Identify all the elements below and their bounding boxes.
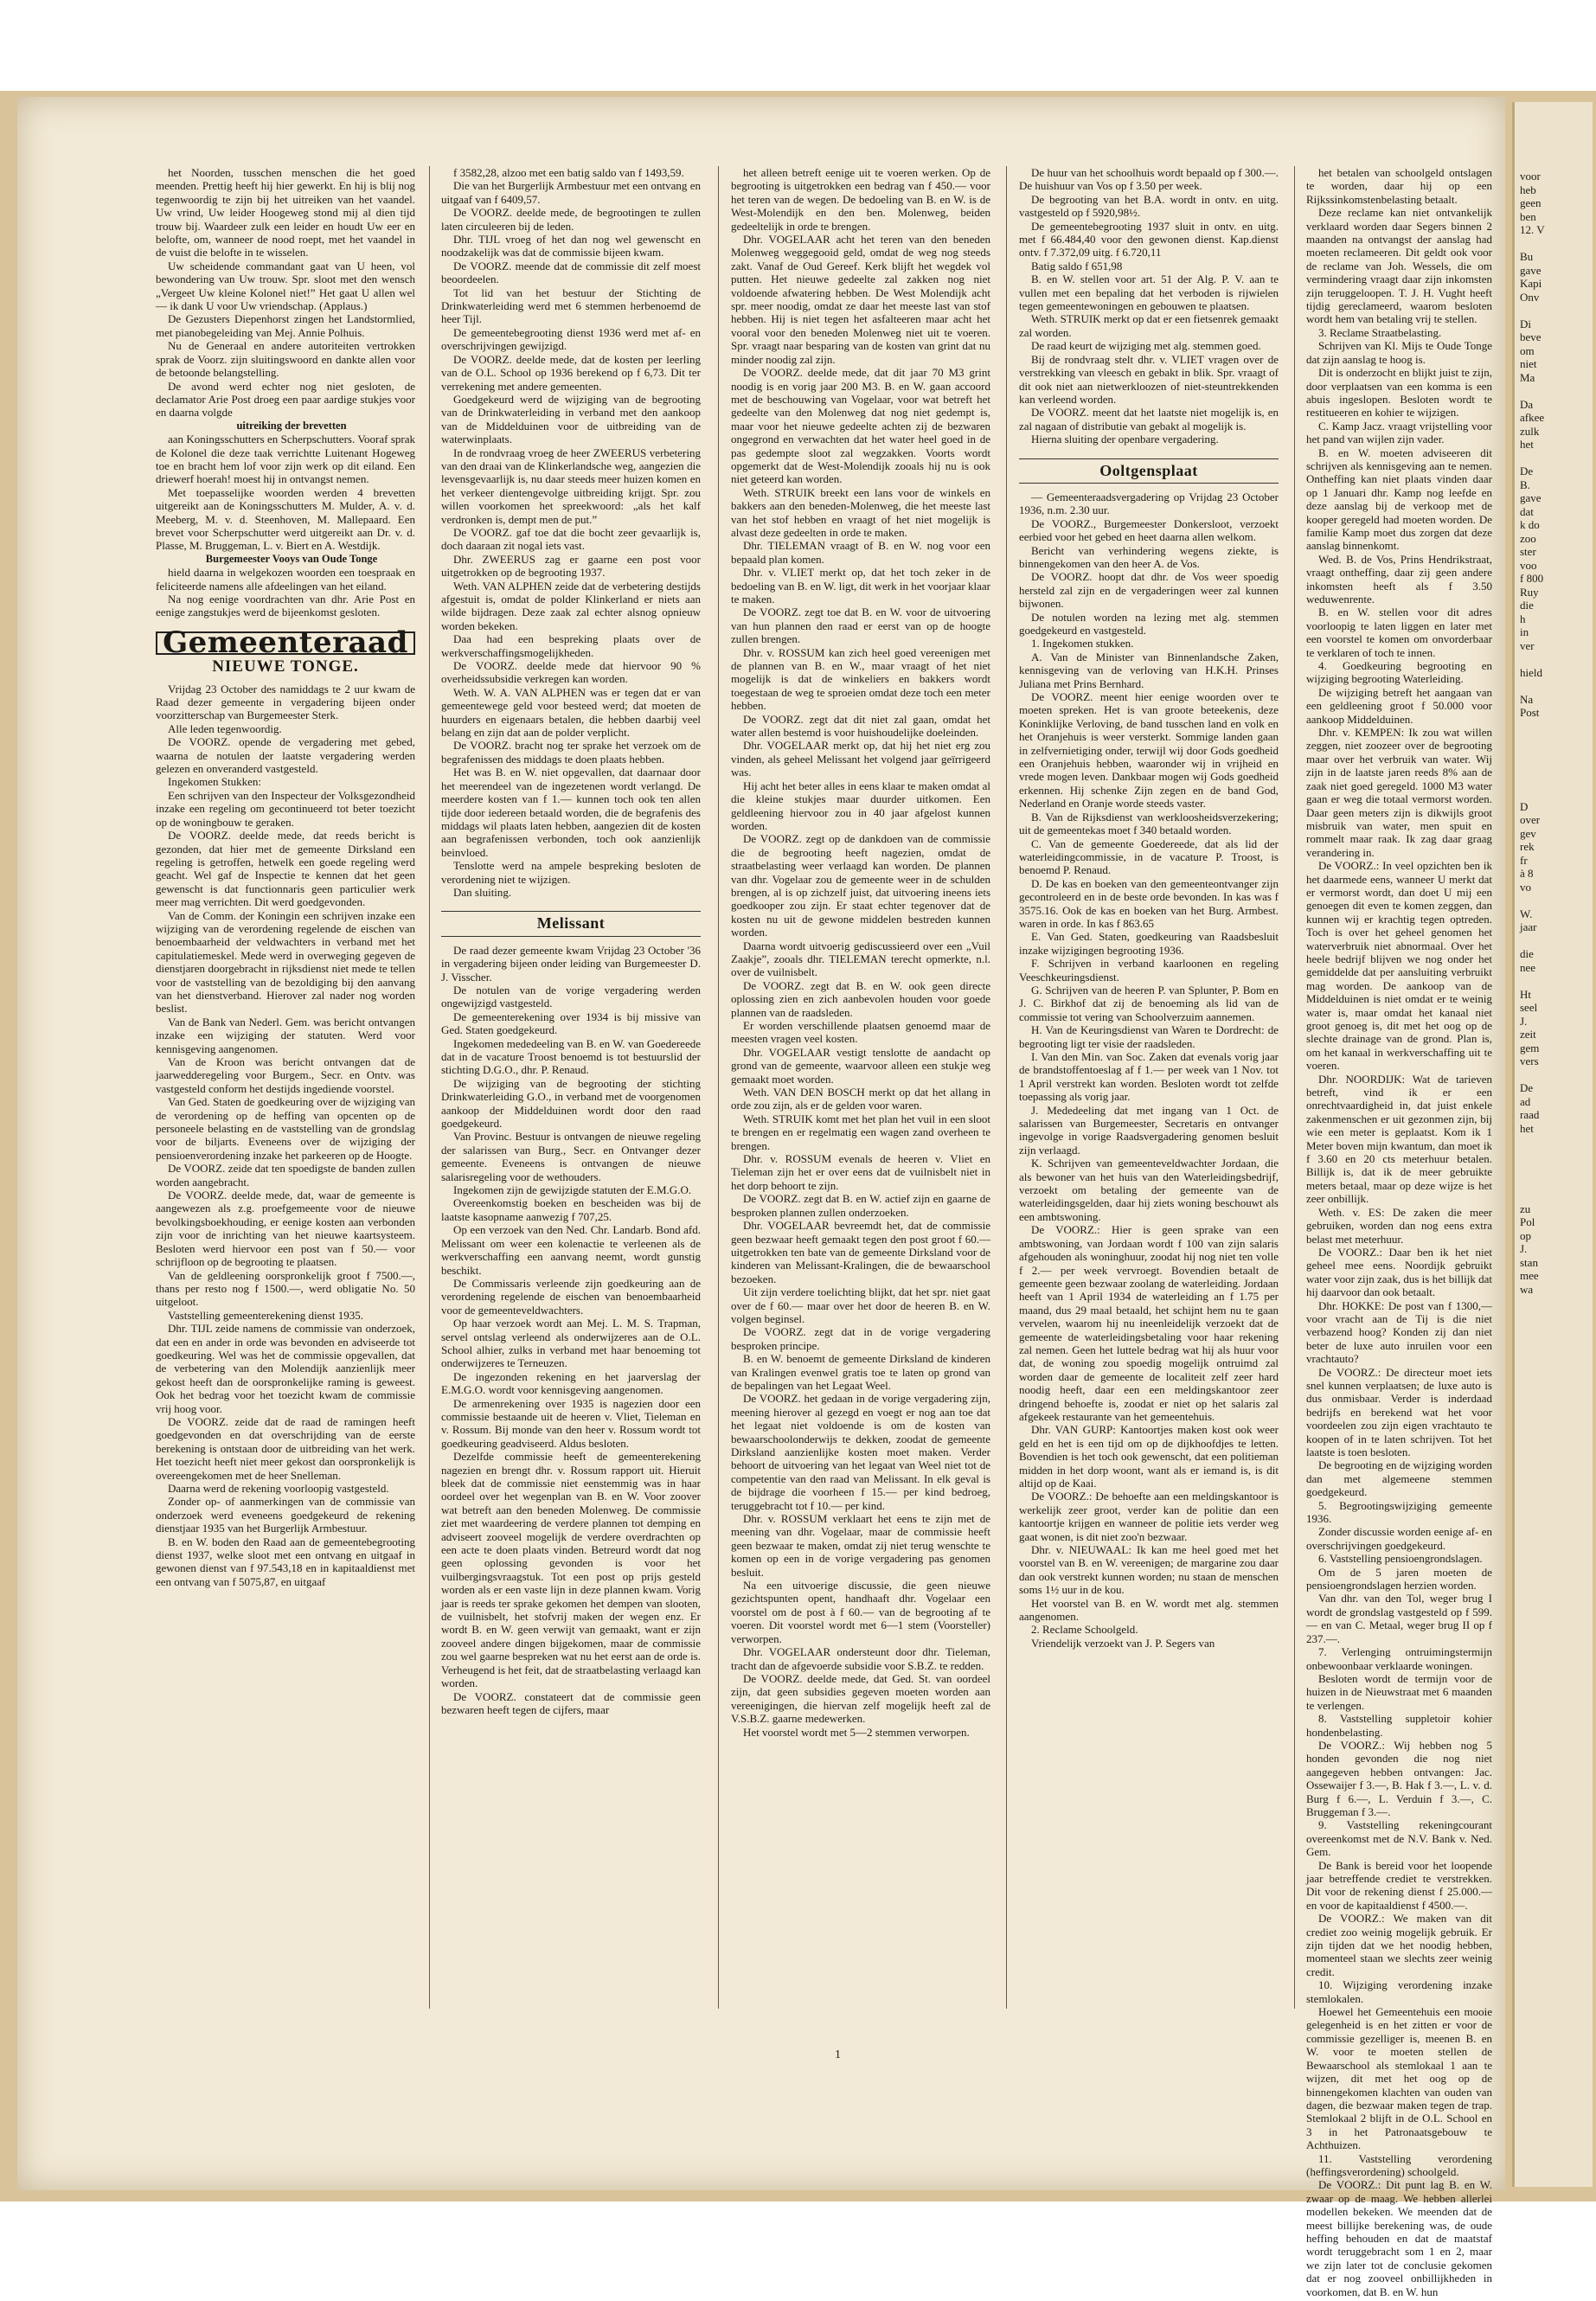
page-fragment: W. <box>1520 907 1533 920</box>
page-fragment <box>1515 1149 1593 1163</box>
paragraph: De VOORZ.: Hier is geen sprake van een ambtswoning, van Jordaan wordt f 100 van zijn salaris afgehouden als woninghuur, zoodat hij nog niet ten volle f 2.— per week vervroegt. Bovendien betaalt de gemeente geen bezwaar zoolang de waterleiding. Jordaan heeft van 1 April 1934 de waterleiding an f 1.75 per maand, dus 29 maal betaald, het schijnt hem nu te gaan vervelen, waarom hij nu ineenleidelijk verzoekt dat de gemeente de waterleidingsbetaling voor haar rekening zal nemen. Geen het luttele bedrag wat hij als huur voor dat, de woning zou spoedig mogelijk ontruimd zal worden daar de gemeente de localiteit zelf zeer hard noodig heeft, daar een een meldingskantoor zeer dringend behoefte is, zoodat er niet op het salaris zal afgekeek restaurante van het gemeentehuis. <box>1019 1223 1279 1423</box>
paragraph: I. Van den Min. van Soc. Zaken dat evenals vorig jaar de brandstoffentoeslag af f 1.— per week van 1 Nov. tot 1 April verstrekt kan worden. Besloten wordt tot zelfde toepassing als vorig jaar. <box>1019 1050 1279 1104</box>
paragraph: Daarna wordt uitvoerig gediscussieerd over een „Vuil Zaakje”, zooals dhr. TIELEMAN terecht opmerkte, n.l. over de vuilnisbelt. <box>731 939 990 979</box>
page-fragment: zoo <box>1520 531 1536 545</box>
page-fragment: om <box>1520 343 1535 357</box>
paragraph: Weth. STRUIK komt met het plan het vuil in een sloot te brengen en er regelmatig een wagen zand overheen te brengen. <box>731 1112 990 1152</box>
article-body <box>731 166 990 1739</box>
paragraph: Ingekomen mededeeling van B. en W. van Goedereede dat in de vacature Troost benoemd is tot bestuurslid der stichting D.G.O., dhr. P. Renaud. <box>441 1036 701 1077</box>
paragraph: 8. Vaststelling suppletoir kohier hondenbelasting. <box>1306 1712 1492 1739</box>
paragraph: De VOORZ. zegt dat B. en W. actief zijn en gaarne de besproken plannen zullen onderzoeken. <box>731 1192 990 1219</box>
paragraph: H. Van de Keuringsdienst van Waren te Dordrecht: de begrooting ligt ter visie der raadsleden. <box>1019 1023 1279 1050</box>
paragraph: G. Schrijven van de heeren P. van Splunter, P. Bom en J. C. Birkhof dat zij de benoeming als lid van de commissie tot vering van Schoolverzuim aannemen. <box>1019 983 1279 1023</box>
page-fragment: gem <box>1520 1041 1540 1054</box>
paragraph: De VOORZ. zegt op de dankdoen van de commissie die de begrooting heeft nagezien, omdat de straatbelasting weer verlaagd kan worden. De plannen van dhr. Vogelaar zou de gemeente weer in de schulden brengen, al is op zichzelf juist, dat uitvoering ineens iets goedkooper zou zijn. Er staat echter tegenover dat de kosten nu uit de gewone middelen bestreden kunnen worden. <box>731 832 990 939</box>
paragraph: F. Schrijven in verband kaarloonen en regeling Veeschkeuringsdienst. <box>1019 957 1279 984</box>
paragraph: Bij de rondvraag stelt dhr. v. VLIET vragen over de verstrekking van vleesch en gebakt in blik. Spr. vraagt of dit ook niet aan nietwerkloozen of niet-steuntrekkenden kan verleend worden. <box>1019 352 1279 406</box>
paragraph: Alle leden tegenwoordig. <box>168 721 282 735</box>
paragraph: Daa had een bespreking plaats over de werkverschaffingsmogelijkheden. <box>441 632 701 659</box>
paragraph: het alleen betreft eenige uit te voeren werken. Op de begrooting is uitgetrokken een bedrag van f 450.— voor het teren van de wegen. De bedoeling van B. en W. is de West-Molendijk en den ben. Molenweg, beiden gedeeltelijk in orde te brengen. <box>731 166 990 233</box>
paragraph: De VOORZ. deelde mede dat hiervoor 90 % overheidssubsidie verkregen kan worden. <box>441 659 701 686</box>
page-fragment: zeit <box>1520 1028 1536 1041</box>
paragraph: De VOORZ. deelde mede, de begrootingen te zullen laten circuleeren bij de leden. <box>441 206 701 233</box>
page-fragment: over <box>1520 813 1541 826</box>
paragraph: Dezelfde commissie heeft de gemeenterekening nagezien en brengt dhr. v. Rossum rapport uit. Hieruit bleek dat de commissie niet eenstemmig was in haar oordeel over het wegenplan van B. en W. Voor zoover wat betreft aan den beneden Molenweg. De commissie ziet met waardeering de verdere plannen tot demping en adviseert zooveel mogelijk de verdere overdrachten op een acte te doen plaats vinden. Betreurd wordt dat nog geen oplossing gevonden is voor het vuilbergingsvraagstuk. Tot een post op prijs gesteld worden als er een vaste lijn in deze plannen kwam. Vorig jaar is reeds ter sprake gekomen het dempen van slooten, de vuilnisbelt, het stofvrij maken der wegen enz. Er wordt B. en W. geen verwijt van gemaakt, want er zijn zooveel andere dingen bijgekomen, maar de commissie zou wel gaarne bespreken wat nu het eerst aan de orde is. Verheugend is het feit, dat de straatbelasting verlaagd kan worden. <box>441 1450 701 1690</box>
paragraph: Dhr. v. ROSSUM kan zich heel goed vereenigen met de plannen van B. en W., maar vraagt of het niet mogelijk is dat de winkeliers en bakkers wordt toegestaan de weg te sproeien omdat deze toch een meter hebben. <box>731 645 990 713</box>
paragraph: Dhr. v. ROSSUM evenals de heeren v. Vliet en Tieleman zijn het er over eens dat de vuilnisbelt niet in het dorp behoort te zijn. <box>731 1152 990 1192</box>
page-fragment <box>1515 733 1593 747</box>
paragraph: Dhr. ZWEERUS zag er gaarne een post voor uitgetrokken op de begrooting 1937. <box>441 552 701 580</box>
page-fragment <box>1515 760 1593 773</box>
adjacent-page-fragments <box>1515 102 1593 1296</box>
paragraph: De avond werd echter nog niet gesloten, de declamator Arie Post droeg een paar aardige stukjes voor en daarna volgde <box>156 379 415 420</box>
paragraph: Dhr. VAN GURP: Kantoortjes maken kost ook weer geld en het is een tijd om op de dijkhoofdjes te letten. Bovendien is het toch ook gewenscht, dat een politieman midden in het dorp woont, want als er iemand is, is dit altijd op de Kaai. <box>1019 1423 1279 1490</box>
paragraph: J. Mededeeling dat met ingang van 1 Oct. de salarissen van Burgemeester, Secretaris en ontvanger ingevolge in vorige Raadsvergadering genomen besluit zijn verlaagd. <box>1019 1103 1279 1157</box>
paragraph: Nu de Generaal en andere autoriteiten vertrokken sprak de Voorz. zijn sluitingswoord en dankte allen voor de betoonde belangstelling. <box>156 339 415 380</box>
paragraph: Van Provinc. Bestuur is ontvangen de nieuwe regeling der salarissen van Burg., Secr. en Ontvanger dezer gemeente. Eveneens is ontvangen de nieuwe salarisregeling voor de wethouders. <box>441 1130 701 1183</box>
paragraph: 6. Vaststelling pensioengrondslagen. <box>1318 1552 1483 1566</box>
page-fragment <box>1515 786 1593 800</box>
section-heading-melissant: Melissant <box>441 911 701 936</box>
page-fragment: J. <box>1520 1014 1528 1028</box>
column-rule <box>429 166 430 2009</box>
paragraph: De VOORZ. zeide dat ten spoedigste de banden zullen worden aangebracht. <box>156 1162 415 1189</box>
page-fragment: die <box>1520 599 1534 612</box>
page-fragment <box>1515 934 1593 948</box>
paragraph: B. Van de Rijksdienst van werkloosheidsverzekering; uit de gemeentekas moet f 340 betaald worden. <box>1019 810 1279 837</box>
paragraph: De VOORZ. meende dat de commissie dit zelf moest beoordeelen. <box>441 259 701 286</box>
page-fragment: De <box>1520 465 1534 478</box>
page-fragment: dat <box>1520 504 1534 518</box>
place-heading: NIEUWE TONGE. <box>212 657 359 676</box>
page-fragment <box>1515 384 1593 398</box>
paragraph: B. en W. stellen voor art. 51 der Alg. P. V. aan te vullen met een bepaling dat het verboden is rijwielen tegen gemeentewoningen en gebouwen te plaatsen. <box>1019 272 1279 313</box>
page-fragment: B. <box>1520 478 1530 491</box>
paragraph: Dhr. VOGELAAR acht het teren van den beneden Molenweg weggegooid geld, omdat de weg nog steeds zakt. Vanaf de Oud Gereef. Kerk blijft het wegdek vol putten. Het nieuwe gedeelte zal zakken nog niet voldoende afwatering hebben. De West Molendijk acht spr. meer noodig, omdat ze daar het meeste last van stof hebben. Hij is niet tegen het asfalteeren maar acht het vooral voor den beneden Molenweg niet uit te voeren. Spr. vraagt naar besparing van de kosten van grint dat nu minder noodig zal zijn. <box>731 233 990 366</box>
paragraph: Batig saldo f 651,98 <box>1031 259 1123 272</box>
paragraph: Dhr. VOGELAAR vestigt tenslotte de aandacht op grond van de gemeente, waarvoor alleen een stukje weg gemaakt moet worden. <box>731 1045 990 1086</box>
column-rule <box>1006 166 1007 2009</box>
paragraph: De armenrekening over 1935 is nagezien door een commissie bestaande uit de heeren v. Vliet, Tieleman en v. Rossum. Bij monde van den heer v. Rossum wordt tot goedkeuring geadviseerd. Aldus besloten. <box>441 1396 701 1450</box>
paragraph: Vrijdag 23 October des namiddags te 2 uur kwam de Raad dezer gemeente in vergadering bijeen onder voorzitterschap van Burgemeester Sterk. <box>156 682 415 722</box>
paragraph: De wijziging van de begrooting der stichting Drinkwaterleiding G.O., in verband met de voorgenomen aankoop der Middelduinen wordt door den raad goedgekeurd. <box>441 1076 701 1131</box>
page-fragment: nee <box>1520 960 1536 974</box>
page-fragment: J. <box>1520 1242 1528 1255</box>
paragraph: Wed. B. de Vos, Prins Hendrikstraat, vraagt ontheffing, daar zij geen andere inkomsten heeft als f 3.50 weduwenrente. <box>1306 552 1492 606</box>
paragraph: De VOORZ. deelde mede, dat dit jaar 70 M3 grint noodig is en vorig jaar 200 M3. B. en W. gaan accoord met de beschouwing van Vogelaar, voor wat betreft het gedeelte van den Molenweg dat nog niet gedempt is, maar voor het nieuwe gedeelte achten zij de bezwaren ongegrond en verwachten dat het water heel goed in de pas gedempte sloot zal wegzakken. Voorts wordt opgemerkt dat de West-Molendijk zooals hij nu is ook niet geteerd kan worden. <box>731 366 990 486</box>
page-fragment: h <box>1520 612 1526 625</box>
paragraph: De VOORZ. gaf toe dat die bocht zeer gevaarlijk is, doch daaraan zit nogal iets vast. <box>441 525 701 553</box>
page-fragment <box>1515 652 1593 666</box>
page-fragment: gave <box>1520 491 1542 504</box>
paragraph: Dhr. TIJL vroeg of het dan nog wel gewenscht en noodzakelijk was dat de commissie bijeen kwam. <box>441 233 701 260</box>
paragraph: C. Van de gemeente Goedereede, dat als lid der waterleidingcommissie, in de vacature P. Troost, is benoemd P. Renaud. <box>1019 836 1279 877</box>
paragraph: De Commissaris verleende zijn goedkeuring aan de verordening regelende de eischen van benoembaarheid voor de gemeenteveldwachters. <box>441 1276 701 1317</box>
page-fragment <box>1515 237 1593 251</box>
paragraph: De VOORZ. bracht nog ter sprake het verzoek om de begrafenissen des middags te doen plaats hebben. <box>441 739 701 766</box>
paragraph: Schrijven van Kl. Mijs te Oude Tonge dat zijn aanslag te hoog is. <box>1306 339 1492 366</box>
paragraph: Van de Comm. der Koningin een schrijven inzake een wijziging van de verordening regelende de eischen van benoembaarheid der veldwachters in verband met het capitulatiemeskel. Mede werd in overweging gegeven de dienstjaren doorgebracht in rijksdienst niet mede te tellen voor de vaststelling van de bezoldiging bij den aanvang van het dienstverband. Hierover zal nader nog worden beslist. <box>156 908 415 1016</box>
paragraph: Een schrijven van den Inspecteur der Volksgezondheid inzake een regeling om gecontinueerd tot beter toezicht op de woningbouw te geraken. <box>156 788 415 829</box>
paragraph: De ingezonden rekening en het jaarverslag der E.M.G.O. wordt voor kennisgeving aangenomen. <box>441 1369 701 1397</box>
paragraph: De VOORZ. deelde mede, dat, waar de gemeente is aangewezen als z.g. proefgemeente voor de nieuwe bevolkingsboekhouding, er eenige kosten aan verbonden zijn voor de inrichting van het nieuwe kaartsysteem. Besloten werd hiervoor een post van f 50.— voor schrijfloon op de begrooting te plaatsen. <box>156 1189 415 1269</box>
paragraph: K. Schrijven van gemeenteveldwachter Jordaan, die als bewoner van het huis van den Waterleidingsbedrijf, verzoekt om betaling der gemeente van de waterleidingsgelden, daar hij ziets woning beschouwt als een ambtswoning. <box>1019 1157 1279 1223</box>
paragraph: D. De kas en boeken van den gemeenteontvanger zijn gecontroleerd en in de beste orde bevonden. In kas was f 3575.16. Ook de kas en boeken van het Burg. Armbest. waren in orde. In kas f 863.65 <box>1019 876 1279 930</box>
paragraph: Van de geldleening oorspronkelijk groot f 7500.—, thans per resto nog f 1500.—, werd obligatie No. 50 uitgeloot. <box>156 1268 415 1309</box>
paragraph: Om de 5 jaren moeten de pensioengrondslagen herzien worden. <box>1306 1565 1492 1593</box>
page-fragment: ad <box>1520 1094 1531 1108</box>
paragraph: De Gezusters Diepenhorst zingen het Landstormlied, met pianobegeleiding van Mej. Annie Polhuis. <box>156 312 415 339</box>
paragraph: Dit is onderzocht en blijkt juist te zijn, door verplaatsen van een komma is een abuis ingeslopen. Besloten wordt te restitueeren en kohier te wijzigen. <box>1306 366 1492 420</box>
paragraph: 4. Goedkeuring begrooting en wijziging begrooting Waterleiding. <box>1306 659 1492 686</box>
paragraph: Daarna werd de rekening voorloopig vastgesteld. <box>168 1482 389 1495</box>
paragraph: Hierna sluiting der openbare vergadering. <box>1031 433 1219 446</box>
page-fragment: seel <box>1520 1001 1538 1014</box>
subheading: Burgemeester Vooys van Oude Tonge <box>205 552 378 565</box>
section-heading-ooltgensplaat: Ooltgensplaat <box>1019 458 1279 484</box>
page-fragment <box>1515 452 1593 465</box>
paragraph: het betalen van schoolgeld ontslagen te worden, daar hij op een Rijkssinkomstenbelasting betaalt. <box>1306 166 1492 206</box>
subheading: uitreiking der brevetten <box>236 419 347 432</box>
paragraph: B. en W. stellen voor dit adres voorloopig te laten liggen en later met een voorstel te komen om onvorderbaar te verklaren of toch te innen. <box>1306 606 1492 659</box>
paragraph: Ingekomen Stukken: <box>168 775 261 789</box>
paragraph: Deze reclame kan niet ontvankelijk verklaard worden daar Segers binnen 2 maanden na ontvangst der aanslag had moeten reclameeren. Dit geldt ook voor de reclame van Joh. Wessels, die om vermindering vraagt daar zijn inkomsten zijn teruggeloopen. T. J. H. Vught heeft tijdig gereclameerd, waarom besloten wordt hem van betaling vrij te stellen. <box>1306 206 1492 326</box>
column-rule <box>718 166 719 2009</box>
paragraph: het Noorden, tusschen menschen die het goed meenden. Prettig heeft hij hier gewerkt. En hij is blij nog tegenwoordig te zijn bij het uitreiken van het vaandel. Uw vrind, Uw leider Hoogeweg stond mij al dien tijd trouw bij. Waardeer zulk een leider en houdt Uw eer en belofte, om, wanneer de nood roept, met het vaandel in de vuist die belofte in te wisselen. <box>156 166 415 260</box>
paragraph: 1. Ingekomen stukken. <box>1031 637 1134 651</box>
paragraph: B. en W. benoemt de gemeente Dirksland de kinderen van Kralingen evenwel gratis toe te laten op grond van de bepalingen van het Legaat Weel. <box>731 1352 990 1392</box>
page-fragment: f 800 <box>1520 572 1544 585</box>
paragraph: Tenslotte werd na ampele bespreking besloten de verordening niet te wijzigen. <box>441 859 701 886</box>
paragraph: Ingekomen zijn de gewijzigde statuten der E.M.G.O. <box>453 1183 692 1197</box>
paragraph: A. Van de Minister van Binnenlandsche Zaken, kennisgeving van de verloving van H.K.H. Prinses Juliana met Prins Bernhard. <box>1019 650 1279 690</box>
page-fragment: k do <box>1520 518 1540 531</box>
paragraph: Dhr. v. KEMPEN: Ik zou wat willen zeggen, niet zoozeer over de begrooting maar over het verbruik van water. Wij zijn in de laatste jaren reeds 8% aan de zaak niet goed geregeld. 1000 M3 water gaan er weg die totaal vermorst worden. Daar geen meters zijn is dikwijls groot misbruik van water, men spuit en rommelt maar raak. Ik zag daar graag verandering in. <box>1306 726 1492 859</box>
paragraph: Zonder op- of aanmerkingen van de commissie van onderzoek werd eveneens goedgekeurd de rekening dienstjaar 1935 van het Burgerlijk Armbestuur. <box>156 1495 415 1535</box>
article-body <box>156 683 415 1589</box>
page-fragment: zulk <box>1520 424 1540 438</box>
page-fragment: Na <box>1520 692 1534 706</box>
column-3 <box>731 166 990 2009</box>
paragraph: 9. Vaststelling rekeningcourant overeenkomst met de N.V. Bank v. Ned. Gem. <box>1306 1818 1492 1859</box>
paragraph: De notulen worden na lezing met alg. stemmen goedgekeurd en vastgesteld. <box>1019 610 1279 637</box>
paragraph: Er worden verschillende plaatsen genoemd maar de meesten vragen veel kosten. <box>731 1019 990 1046</box>
page-fragment: raad <box>1520 1108 1540 1121</box>
paragraph: Weth. W. A. VAN ALPHEN was er tegen dat er van gemeentewege geld voor besteed werd; dat moeten de huurders en eigenaars betalen, die hebben daarbij veel belang en zijn dat aan de polder verplicht. <box>441 685 701 740</box>
paragraph: De VOORZ. meent hier eenige woorden over te moeten spreken. Het is van groote beteekenis, deze Koninklijke Verloving, de band tusschen land en volk en het Oranjehuis is weer versterkt. Sommige landen gaan in zelfvernietiging onder, terwijl wij door Gods goedheid een Oranjehuis hebben, waaronder wij in vrijheid en vrede mogen leven. Dankbaar mogen wij Gods goedheid erkennen. Hij schenke Zijn zegen en de band God, Nederland en Oranje worde steeds vaster. <box>1019 690 1279 811</box>
page-fragment: op <box>1520 1228 1531 1242</box>
paragraph: aan Koningsschutters en Scherpschutters. Vooraf sprak de Kolonel die deze taak verrichtte Luitenant Hogeweg toe en bracht hem lof voor zijn werk op dit eiland. Een driewerf hoerah! moest hij in ontvangst nemen. <box>156 433 415 486</box>
page-fragment: D <box>1520 799 1529 813</box>
page-fragment: vo <box>1520 880 1531 894</box>
paragraph: De VOORZ. deelde mede, dat de kosten per leerling van de O.L. School op 1936 berekend op f 6,73. Dit ter verrekening met andere gemeenten. <box>441 352 701 393</box>
paragraph: E. Van Ged. Staten, goedkeuring van Raadsbesluit inzake wijzigingen begrooting 1936. <box>1019 930 1279 957</box>
paragraph: Het was B. en W. niet opgevallen, dat daarnaar door het meerendeel van de ingezetenen wordt verlangd. De meerdere kosten van f 1.— kunnen toch ook ten allen tijde door iedereen betaald worden, die de begrafenis des middags wil plaats laten hebben, aangezien dit de kosten aan begrafenissen verbonden, toch ook aanzienlijk beinvloed. <box>441 766 701 859</box>
page-fragment: Da <box>1520 397 1534 411</box>
paragraph: De VOORZ., Burgemeester Donkersloot, verzoekt eerbied voor het gebed en heet daarna allen welkom. <box>1019 516 1279 544</box>
paragraph: De VOORZ. zegt toe dat B. en W. voor de uitvoering van hun plannen den raad er eerst van op de hoogte zullen brengen. <box>731 606 990 646</box>
paragraph: De wijziging betreft het aangaan van een geldleening groot f 50.000 voor aankoop Middelduinen. <box>1306 685 1492 726</box>
page-fragment: in <box>1520 625 1529 638</box>
paragraph: Dhr. v. ROSSUM verklaart het eens te zijn met de meening van dhr. Vogelaar, maar de commissie heeft geen bezwaar te maken, omdat zij niet terug wenschte te komen op een in de vorige vergadering pas genomen besluit. <box>731 1512 990 1579</box>
page-fragment: vers <box>1520 1054 1539 1067</box>
paragraph: De VOORZ. het gedaan in de vorige vergadering zijn, meening hierover al gezegd en voegt er nog aan toe dat het legaat niet voldoende is om de kosten van bewaarschoolonderwijs te dekken, zoodat de gemeente Dirksland aanzienlijke kosten moet maken. Verder behoort de uitvoering van het legaat van Weel niet tot de competentie van den raad van Melissant. In elk geval is de bijdrage die voorheen f 15.— per kind bedroeg, teruggebracht tot f 10.— per kind. <box>731 1392 990 1512</box>
page-fragment: De <box>1520 1081 1534 1094</box>
paragraph: Uw scheidende commandant gaat van U heen, vol bewondering van Uw trouw. Spr. sloot met den wensch „Vergeet Uw kleine Kolonel niet!” Het gaat U allen wel — ik dank U voor Uw vriendschap. (Applaus.) <box>156 259 415 313</box>
page-fragment: fr <box>1520 853 1528 867</box>
page-fragment: zu <box>1520 1202 1531 1215</box>
page-fragment: Kapi <box>1520 277 1542 290</box>
paragraph: De VOORZ.: In veel opzichten ben ik het daarmede eens, wanneer U merkt dat er vermorst wordt, dan doet U mij een genoegen dit even te komen zeggen, dan kunnen wij er krachtig tegen optreden. Toch is over het geheel genomen het waterverbruik niet abnormaal. Over het heele bedrijf blijven we nog onder het gemiddelde dat per aansluiting verbruikt mag worden. De aankoop van de Middelduinen is niet omdat er te weinig water is, maar omdat het kanaal niet groot genoeg is, dit met het oog op de slechte drainage van de grond. Plan is, om het kanaal in werkverschaffing uit te voeren. <box>1306 859 1492 1073</box>
paragraph: Dhr. v. VLIET merkt op, dat het toch zeker in de bedoeling van B. en W. ligt, dit werk in het voorjaar klaar te maken. <box>731 566 990 606</box>
paragraph: De VOORZ. deelde mede, dat reeds bericht is gezonden, dat hier met de gemeente Dirksland een regeling is getroffen, hetwelk een goede regeling werd geacht. Wel gaf de Inspectie te kennen dat het geen gewenscht is dat functionnaris geen particulier werk meer mag verrichten. Dit werd goedgevonden. <box>156 829 415 909</box>
paragraph: Na nog eenige voordrachten van dhr. Arie Post en eenige zangstukjes werd de bijeenkomst gesloten. <box>156 593 415 619</box>
page-fragment: afkee <box>1520 411 1545 424</box>
paragraph: 5. Begrootingswijziging gemeente 1936. <box>1306 1498 1492 1526</box>
paragraph: De VOORZ. meent dat het laatste niet mogelijk is, en zal nagaan of distributie van gebakt al mogelijk is. <box>1019 406 1279 433</box>
paragraph: Met toepasselijke woorden werden 4 brevetten uitgereikt aan de Koningsschutters M. Mulder, A. v. d. Meeberg, M. v. d. Steenhoven, M. Mallepaard. Een brevet voor Scherpschutter werd uitgereikt aan Dr. v. d. Plasse, M. Bruggeman, L. v. Biert en A. Westdijk. <box>156 485 415 553</box>
paragraph: Overeenkomstig boeken en bescheiden was bij de laatste kasopname aanwezig f 707,25. <box>441 1196 701 1223</box>
paragraph: Dhr. v. NIEUWAAL: Ik kan me heel goed met het voorstel van B. en W. vereenigen; de margarine zou daar dan ook verstrekt kunnen worden; nu staan de menschen soms 1½ uur in de kou. <box>1019 1543 1279 1597</box>
paragraph: De VOORZ. zegt dat dit niet zal gaan, omdat het water allen bestemd is voor huishoudelijke doeleinden. <box>731 712 990 740</box>
paragraph: De VOORZ. constateert dat de commissie geen bezwaren heeft tegen de cijfers, maar <box>441 1689 701 1716</box>
page-fragment <box>1515 894 1593 907</box>
page-fragment: Pol <box>1520 1215 1535 1228</box>
page-fragment: jaar <box>1520 920 1537 933</box>
page-fragment: voo <box>1520 558 1537 572</box>
paragraph: De VOORZ.: De directeur moet iets snel kunnen verplaatsen; de luxe auto is dus onmisbaar. Verder is inderdaad bedrijfs en berekend wat het voor voordeelen zou zijn eigen vrachtauto te koopen of in te laten schrijven. Tot het laatste is toen besloten. <box>1306 1365 1492 1458</box>
paragraph: Na een uitvoerige discussie, die geen nieuwe gezichtspunten opent, handhaaft dhr. Vogelaar een voorstel om de post à f 60.— van de begrooting af te voeren. Dit voorstel wordt met 6—1 stem (Voorsteller) verworpen. <box>731 1579 990 1645</box>
column-2 <box>441 166 701 2009</box>
page-fragment <box>1515 720 1593 734</box>
paragraph: De raad keurt de wijziging met alg. stemmen goed. <box>1031 339 1261 353</box>
paragraph: De Bank is bereid voor het loopende jaar betreffende crediet te verstrekken. Dit voor de rekening dienst f 25.000.— en voor de kapitaaldienst f 4500.—. <box>1306 1858 1492 1912</box>
page-fragment <box>1515 1162 1593 1176</box>
paragraph: Dhr. VOGELAAR ondersteunt door dhr. Tieleman, tracht dan de afgevoerde subsidie voor S.B.Z. te redden. <box>731 1645 990 1672</box>
page-fragment: ster <box>1520 545 1536 558</box>
paragraph: De VOORZ.: We maken van dit crediet zoo weinig mogelijk gebruik. Er zijn tijden dat we het noodig hebben, momenteel staan we slechts zeer weinig credit. <box>1306 1912 1492 1978</box>
paragraph: B. en W. boden den Raad aan de gemeentebegrooting dienst 1937, welke sloot met een ontvang en uitgaaf in gewonen dienst van f 97.543,18 en in kapitaaldienst met een ontvang van f 5075,87, en uitgaaf <box>156 1535 415 1588</box>
paragraph: Van Ged. Staten de goedkeuring over de wijziging van de verordening op de heffing van opcenten op de personeele belasting en de vaststelling van de grondslag voor de biljarts. Eveneens over de wijziging der pensioenverordening inzake het parkeeren op de Hoogte. <box>156 1095 415 1162</box>
page-fragment: à 8 <box>1520 867 1534 880</box>
article-body <box>441 166 701 899</box>
article-body <box>1019 166 1279 446</box>
paragraph: C. Kamp Jacz. vraagt vrijstelling voor het pand van wijlen zijn vader. <box>1306 419 1492 446</box>
paragraph: Besloten wordt de termijn voor de huizen in de Nieuwstraat met 6 maanden te verlengen. <box>1306 1671 1492 1712</box>
page-fragment <box>1515 747 1593 760</box>
paragraph: De VOORZ. zegt dat B. en W. ook geen directe oplossing zien en zich aanbevolen houden voor goede plannen van de raadsleden. <box>731 978 990 1019</box>
paragraph: Dhr. HOKKE: De post van f 1300,— voor vracht aan de Tij is die niet verbazend hoog? Konden zij dan niet beter de luxe auto inruilen voor een vrachtauto? <box>1306 1298 1492 1366</box>
article-body <box>441 944 701 1717</box>
adjacent-page-edge <box>1512 102 1593 2187</box>
paragraph: 7. Verlenging ontruimingstermijn onbewoonbaar verklaarde woningen. <box>1306 1645 1492 1672</box>
paragraph: Weth. STRUIK merkt op dat er een fietsenrek gemaakt zal worden. <box>1019 312 1279 339</box>
column-4 <box>1019 166 1279 2009</box>
paragraph: Dan sluiting. <box>453 885 512 899</box>
page-fragment: ben <box>1520 209 1536 223</box>
paragraph: Goedgekeurd werd de wijziging van de begrooting van de Drinkwaterleiding in verband met den aankoop van de Middelduinen voor de uitbreiding van de waterwinplaats. <box>441 392 701 446</box>
page-fragment: Post <box>1520 706 1540 719</box>
paragraph: 11. Vaststelling verordening (heffingsverordening) schoolgeld. <box>1306 2151 1492 2178</box>
paragraph: De gemeenterekening over 1934 is bij missive van Ged. Staten goedgekeurd. <box>441 1009 701 1037</box>
page-fragment: hield <box>1520 665 1542 679</box>
page-fragment: Ht <box>1520 987 1531 1001</box>
section-heading-gemeenteraad: Gemeenteraad <box>156 631 415 655</box>
paragraph: Vaststelling gemeenterekening dienst 1935. <box>168 1308 364 1322</box>
paragraph: Van de Kroon was bericht ontvangen dat de jaarwedderegeling voor Burgem., Secr. en Ontv. was vastgesteld conform het destijds ingediende voorstel. <box>156 1055 415 1095</box>
paragraph: Uit zijn verdere toelichting blijkt, dat het spr. niet gaat over de f 60.— maar over het door de heeren B. en W. volgen beginsel. <box>731 1285 990 1325</box>
paragraph: De begrooting van het B.A. wordt in ontv. en uitg. vastgesteld op f 5920,98½. <box>1019 192 1279 220</box>
paragraph: Dhr. VOGELAAR merkt op, dat hij het niet erg zou vinden, als geheel Melissant het volgend jaar geïrrigeerd was. <box>731 739 990 779</box>
paragraph: De VOORZ. zegt dat in de vorige vergadering besproken principe. <box>731 1325 990 1352</box>
page-fragment: geen <box>1520 196 1542 209</box>
page-fragment: ver <box>1520 638 1535 652</box>
paragraph: Van de Bank van Nederl. Gem. was bericht ontvangen inzake een wijziging der statuten. Werd voor kennisgeving aangenomen. <box>156 1015 415 1055</box>
paragraph: De VOORZ. opende de vergadering met gebed, waarna de notulen der laatste vergadering werden gelezen en onveranderd vastgesteld. <box>156 735 415 776</box>
page-fragment: rek <box>1520 840 1535 853</box>
page-fragment: Onv <box>1520 290 1540 304</box>
page-fragment <box>1515 1189 1593 1202</box>
page-fragment: gev <box>1520 826 1536 840</box>
paragraph: De VOORZ.: Dit punt lag B. en W. zwaar op de maag. We hebben allerlei modellen bekeken. We meenden dat de meest billijke berekening was, de oude heffing behouden en dat de maatstaf wordt teruggebracht som 1 en 2, maar we zijn later tot de conclusie gekomen dat er nog zooveel onbillijkheden in voorkomen, dat B. en W. hun <box>1306 2178 1492 2298</box>
paragraph: De begrooting en de wijziging worden dan met algemeene stemmen goedgekeurd. <box>1306 1458 1492 1499</box>
paragraph: Op een verzoek van den Ned. Chr. Landarb. Bond afd. Melissant om weer een kolenactie te verleenen als de werkverschaffing een aanvang neemt, wordt gunstig beschikt. <box>441 1223 701 1277</box>
paragraph: Dhr. VOGELAAR bevreemdt het, dat de commissie geen bezwaar heeft gemaakt tegen den post groot f 60.— uitgetrokken ten bate van de gemeente Dirksland voor de kinderen van Melissant-Kralingen, die de bewaarschool bezoeken. <box>731 1219 990 1285</box>
paragraph: Weth. VAN ALPHEN zeide dat de verbetering destijds afgestuit is, omdat de polder Klinkerland er niets aan wilde bijdragen. Deze zaak zal echter alsnog opnieuw worden bekeken. <box>441 579 701 632</box>
paragraph: 2. Reclame Schoolgeld. <box>1031 1623 1138 1637</box>
page-fragment: die <box>1520 947 1534 960</box>
paragraph: Op haar verzoek wordt aan Mej. L. M. S. Trapman, servel ontslag verleend als onderwijzeres aan de O.L. School alhier, zulks in verband met haar benoeming tot onderwijzeres te Terneuzen. <box>441 1317 701 1370</box>
paragraph: B. en W. moeten adviseeren dit schrijven als kennisgeving aan te nemen. Ontheffing kan niet plaats vinden daar op 1 Januari dhr. Kamp nog leefde en deze aanslag bij de verkoop met de kooper geregeld had moeten worden. De familie Kamp moet dus zorgen dat deze aanslag binnenkomt. <box>1306 445 1492 553</box>
column-5 <box>1306 166 1492 2298</box>
paragraph: Van dhr. van den Tol, weger brug I wordt de grondslag vastgesteld op f 599.— en van C. Metaal, weger brug II op f 237.—. <box>1306 1592 1492 1645</box>
paragraph: f 3582,28, alzoo met een batig saldo van f 1493,59. <box>453 166 684 179</box>
paragraph: De gemeentebegrooting dienst 1936 werd met af- en overschrijvingen gewijzigd. <box>441 325 701 353</box>
page-fragment: wa <box>1520 1282 1534 1296</box>
article-body <box>1306 166 1492 2298</box>
paragraph: De VOORZ. zeide dat de raad de ramingen heeft goedgevonden en dat overschrijding van de eerste berekening is ontstaan door de uitbreiding van het werk. Het toezicht heeft niet meer gekost dan oorspronkelijk is overeengekomen met de heer Snelleman. <box>156 1414 415 1482</box>
page-fragment: Bu <box>1520 250 1534 263</box>
page-fragment <box>1515 1176 1593 1189</box>
paragraph: De raad dezer gemeente kwam Vrijdag 23 October '36 in vergadering bijeen onder leiding van Burgemeester D. J. Visscher. <box>441 943 701 984</box>
paragraph: 3. Reclame Straatbelasting. <box>1318 325 1442 339</box>
page-fragment: het <box>1520 1121 1534 1135</box>
page-fragment: gave <box>1520 263 1542 277</box>
page-fragment <box>1515 1068 1593 1082</box>
paragraph: De gemeentebegrooting 1937 sluit in ontv. en uitg. met f 66.484,40 voor den gewonen dienst. Kap.dienst ontv. f 7.372,09 uitg. f 6.720,11 <box>1019 219 1279 260</box>
paragraph: Dhr. TIELEMAN vraagt of B. en W. nog voor een bepaald plan komen. <box>731 539 990 566</box>
page-fragment <box>1515 773 1593 787</box>
paragraph: De VOORZ.: Wij hebben nog 5 honden gevonden die nog niet aangegeven hebben ontvangen: Jac. Ossewaijer f 3.—, B. Hak f 3.—, L. v. d. Burg f 6.—, L. Verduin f 3.—, C. Bruggeman f 3.—. <box>1306 1738 1492 1818</box>
paragraph: Hij acht het beter alles in eens klaar te maken omdat al die kleine stukjes maar duurder uitkomen. Een geldleening hiervoor zou in 40 jaar afgelost kunnen worden. <box>731 779 990 832</box>
paragraph: Weth. v. ES: De zaken die meer gebruiken, worden dan nog eens extra belast met meterhuur. <box>1306 1205 1492 1246</box>
paragraph: Tot lid van het bestuur der Stichting de Drinkwaterleiding werd met 6 stemmen herbenoemd de heer Tijl. <box>441 285 701 326</box>
paragraph: De VOORZ. deelde mede, dat Ged. St. van oordeel zijn, dat geen subsidies gegeven moeten worden aan vereenigingen, die hiervan zelf mogelijk heeft zal de V.S.B.Z. gaarne medewerken. <box>731 1671 990 1726</box>
page-fragment <box>1515 974 1593 988</box>
page-fragment: 12. V <box>1520 223 1545 236</box>
paragraph: — Gemeenteraadsvergadering op Vrijdag 23 October 1936, n.m. 2.30 uur. <box>1019 490 1279 517</box>
page-fragment: Ma <box>1520 370 1535 384</box>
page-fragment: stan <box>1520 1255 1538 1269</box>
paragraph: Weth. VAN DEN BOSCH merkt op dat het allang in orde zou zijn, als er de gelden voor waren. <box>731 1086 990 1112</box>
paragraph: Die van het Burgerlijk Armbestuur met een ontvang en uitgaaf van f 6409,57. <box>441 179 701 206</box>
column-1 <box>156 166 415 2009</box>
paragraph: Hoewel het Gemeentehuis een mooie gelegenheid is en het zitten er voor de commissie gezelliger is, meenen B. en W. voor te moeten stellen de Bewaarschool als stemlokaal 1 aan te wijzen, dit met het oog op de binnengekomen klachten van ouden van dagen, die bezwaar maken tegen de trap. Stemlokaal 2 blijft in de O.L. School en 3 in het Patronaatsgebouw te Achthuizen. <box>1306 2005 1492 2152</box>
page-fragment: Di <box>1520 317 1531 330</box>
page-fragment: niet <box>1520 357 1537 370</box>
page-number: 1 <box>835 2048 841 2061</box>
paragraph: Bericht van verhindering wegens ziekte, is binnengekomen van den heer A. de Vos. <box>1019 543 1279 570</box>
page-fragment: Ruy <box>1520 585 1539 599</box>
paragraph: De VOORZ.: De behoefte aan een meldingskantoor is werkelijk zeer groot, verder kan de politie dan een kantoortje krijgen en wanneer de politie iets verder weg gaat wonen, is dit niet zoo'n bezwaar. <box>1019 1490 1279 1543</box>
page-fragment <box>1515 1135 1593 1149</box>
paragraph: Het voorstel van B. en W. wordt met alg. stemmen aangenomen. <box>1019 1596 1279 1624</box>
paragraph: Vriendelijk verzoekt van J. P. Segers van <box>1031 1636 1215 1650</box>
page-fragment: beve <box>1520 330 1542 343</box>
paragraph: hield daarna in welgekozen woorden een toespraak en feliciteerde namens alle afdeelingen van het eiland. <box>156 566 415 593</box>
article-body <box>1019 490 1279 1650</box>
paragraph: De VOORZ.: Daar ben ik het niet geheel mee eens. Noordijk gebruikt water voor zijn zaak, dus is het billijk dat hij daarvoor dan ook betaalt. <box>1306 1245 1492 1299</box>
page-fragment <box>1515 679 1593 693</box>
paragraph: 10. Wijziging verordening inzake stemlokalen. <box>1306 1978 1492 2005</box>
paragraph: Dhr. TIJL zeide namens de commissie van onderzoek, dat een en ander in orde was bevonden en adviseerde tot goedkeuring. Wel was het de commissie opgevallen, dat de verbetering van den Molendijk aanzienlijk meer gekost heeft dan de oorspronkelijke raming is geweest. Ook het bedrag voor het toezicht kwam de commissie vrij hoog voor. <box>156 1322 415 1415</box>
page-fragment: het <box>1520 438 1534 451</box>
paragraph: Zonder discussie worden eenige af- en overschrijvingen goedgekeurd. <box>1306 1525 1492 1552</box>
paragraph: Dhr. NOORDIJK: Wat de tarieven betreft, vind ik er een onrechtvaardigheid in, dat juist enkele zakenmenschen er uit gezonmen zijn, bij wie een meter is geplaatst. Kom ik 1 Meter boven mijn kwantum, dan moet ik f 3.60 en 20 cts meterhuur betalen. Billijk is, dat ik de meer gebruikte meters betaal, maar op deze wijze is het zeer onbillijk. <box>1306 1072 1492 1206</box>
paragraph: De huur van het schoolhuis wordt bepaald op f 300.—. De huishuur van Vos op f 3.50 per week. <box>1019 166 1279 193</box>
column-rule <box>1294 166 1295 2009</box>
paragraph: De VOORZ. hoopt dat dhr. de Vos weer spoedig hersteld zal zijn en de vergaderingen weer zal kunnen bijwonen. <box>1019 570 1279 611</box>
paragraph: De notulen van de vorige vergadering werden ongewijzigd vastgesteld. <box>441 983 701 1010</box>
paragraph: In de rondvraag vroeg de heer ZWEERUS verbetering van den draai van de Klinkerlandsche weg, aangezien die levensgevaarlijk is, nu daar steeds meer huizen komen en het verkeer dientengevolge uitbreiding krijgt. Spr. zou willen voorkomen het spreekwoord: „als het kalf verdronken is, dempt men de put.” <box>441 445 701 526</box>
paragraph: Het voorstel wordt met 5—2 stemmen verworpen. <box>743 1725 970 1739</box>
paragraph: Weth. STRUIK breekt een lans voor de winkels en bakkers aan den beneden-Molenweg, die het meeste last van het stof hebben en vraagt of het niet mogelijk is alvast deze gedeelten in orde te maken. <box>731 485 990 539</box>
page-fragment: mee <box>1520 1269 1539 1282</box>
page-fragment <box>1515 304 1593 317</box>
page-fragment: voor <box>1520 170 1541 183</box>
page-fragment: heb <box>1520 183 1536 196</box>
